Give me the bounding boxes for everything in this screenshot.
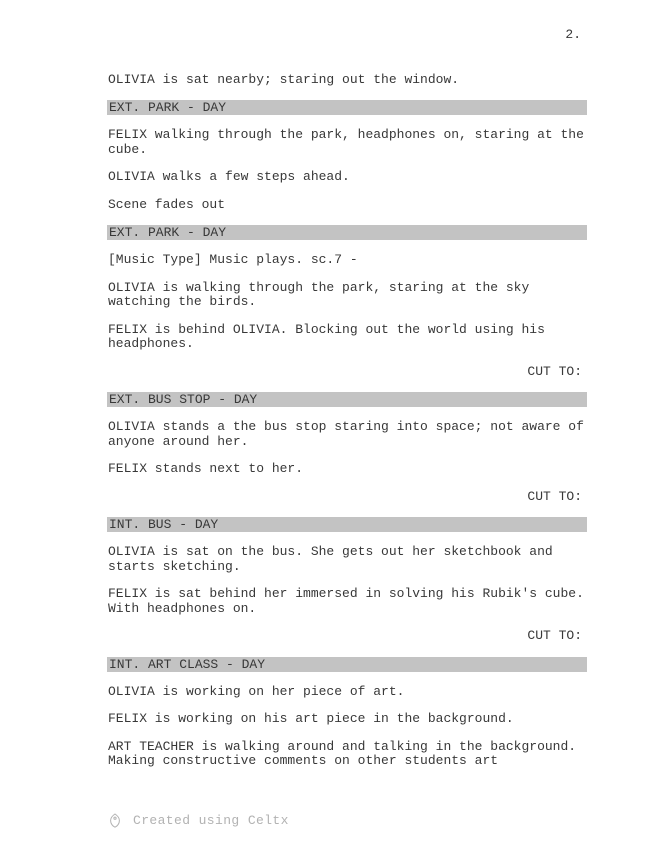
action-line: OLIVIA walks a few steps ahead. bbox=[108, 169, 350, 184]
action-line: OLIVIA is sat nearby; staring out the window. bbox=[108, 71, 460, 87]
action-line: Scene fades out bbox=[108, 196, 226, 212]
action-line: FELIX stands next to her. bbox=[108, 461, 304, 476]
scene-heading: EXT. PARK - DAY bbox=[107, 225, 587, 240]
transition-cut-to: CUT TO: bbox=[527, 363, 582, 379]
footer bbox=[109, 813, 289, 828]
action-line: OLIVIA is sat on the bus. She gets out her sketchbook and starts sketching. bbox=[108, 544, 553, 574]
footer-text: Created using Celtx bbox=[133, 813, 289, 828]
action-line: FELIX walking through the park, headphones on, staring at the cube. bbox=[108, 127, 584, 157]
action-line: ART TEACHER is walking around and talking in the background. Making constructive comments on other students art bbox=[108, 738, 577, 768]
scene-heading: INT. ART CLASS - DAY bbox=[107, 657, 587, 672]
action-line: FELIX is sat behind her immersed in solving his Rubik's cube. With headphones on. bbox=[108, 586, 584, 616]
action-line: OLIVIA is working on her piece of art. bbox=[108, 683, 405, 699]
transition-cut-to: CUT TO: bbox=[527, 628, 582, 643]
action-line: OLIVIA stands a the bus stop staring into space; not aware of anyone around her. bbox=[108, 419, 584, 449]
page-number: 2. bbox=[565, 27, 581, 42]
transition-cut-to: CUT TO: bbox=[527, 488, 582, 504]
scene-heading: EXT. BUS STOP - DAY bbox=[107, 392, 587, 407]
scene-heading: EXT. PARK - DAY bbox=[107, 100, 587, 115]
celtx-nib-icon bbox=[109, 813, 121, 828]
action-line: FELIX is behind OLIVIA. Blocking out the world using his headphones. bbox=[108, 321, 545, 351]
scene-heading: INT. BUS - DAY bbox=[107, 517, 587, 532]
action-line: FELIX is working on his art piece in the background. bbox=[108, 711, 514, 726]
script-body bbox=[108, 28, 587, 782]
action-line: OLIVIA is walking through the park, staring at the sky watching the birds. bbox=[108, 279, 530, 309]
action-line: [Music Type] Music plays. sc.7 - bbox=[108, 252, 358, 267]
